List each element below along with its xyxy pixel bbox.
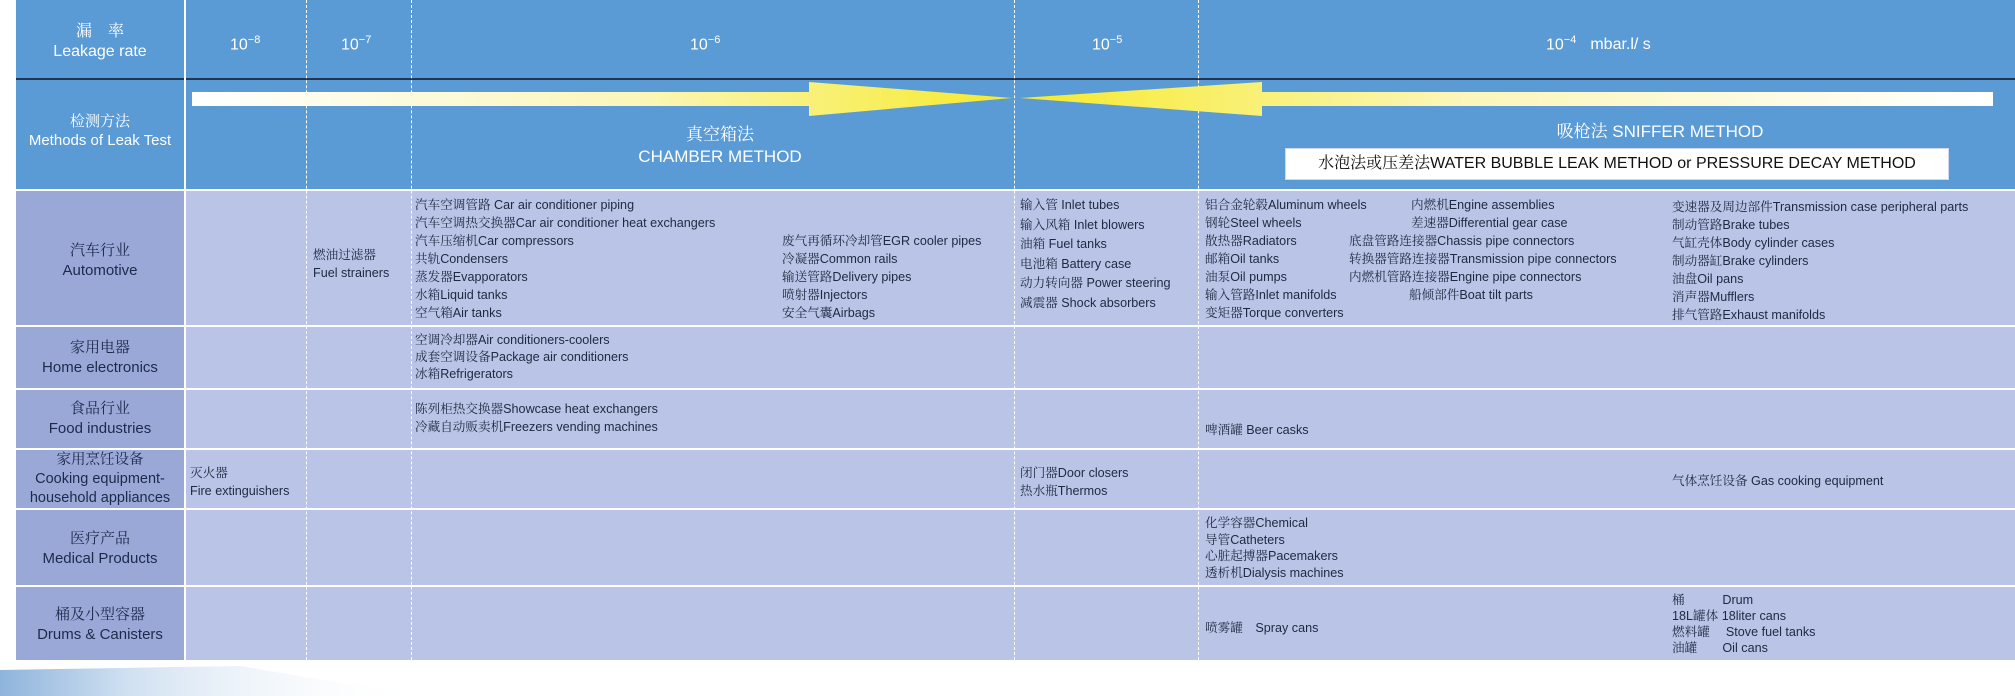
list-item: 气体烹饪设备 Gas cooking equipment [1672, 474, 1884, 488]
list-item: 输入风箱 Inlet blowers [1020, 217, 1145, 232]
list-item: 空气箱Air tanks [415, 306, 502, 320]
list-item: 水箱Liquid tanks [415, 288, 508, 302]
cell-automotive-col2 [313, 246, 389, 282]
cell-food-col3 [415, 400, 658, 436]
rate-base: 10 [230, 36, 248, 54]
list-item: 冷藏自动贩卖机Freezers vending machines [415, 420, 658, 434]
cell-automotive-col3b [782, 232, 981, 322]
cell-cooking-col6 [1672, 472, 1883, 490]
list-item: 油泵Oil pumps [1205, 270, 1287, 284]
cell-medical-col5 [1205, 515, 1344, 581]
chamber-method-cn: 真空箱法 [686, 125, 754, 144]
list-item: 消声器Mufflers [1672, 290, 1755, 304]
list-item: 电池箱 Battery case [1020, 256, 1132, 271]
list-item: 啤酒罐 Beer casks [1205, 423, 1309, 437]
methods-cn: 检测方法 [69, 113, 130, 130]
rate-exponent: −8 [247, 34, 261, 46]
bubble-method-box: 水泡法或压差法WATER BUBBLE LEAK METHOD or PRESSURE DECAY METHOD [1285, 148, 1949, 180]
list-item: 冰箱Refrigerators [415, 367, 513, 381]
cell-automotive-col5b [1411, 196, 1568, 232]
row-separator [16, 388, 2015, 390]
rate-1e-5 [1092, 34, 1122, 54]
list-item: 动力转向器 Power steering [1020, 276, 1171, 290]
list-item: 钢轮Steel wheels [1205, 216, 1302, 230]
list-item: 废气再循环冷却管EGR cooler pipes [782, 234, 982, 248]
row-separator [16, 325, 2015, 327]
list-item: 排气管路Exhaust manifolds [1672, 308, 1826, 322]
row-separator [16, 448, 2015, 450]
rate-base: 10 [690, 36, 708, 54]
list-item: 内燃机管路连接器Engine pipe connectors [1349, 270, 1582, 284]
list-item: 邮箱Oil tanks [1205, 252, 1280, 266]
row-label-automotive [16, 241, 184, 281]
cell-drums-col6 [1672, 592, 1815, 656]
leakage-rate-cn: 漏 率 [75, 23, 124, 40]
row-label-home-electronics [16, 338, 184, 378]
list-item: Fire extinguishers [190, 484, 290, 498]
chamber-method-title [540, 124, 900, 168]
cell-cooking-col4 [1020, 464, 1128, 500]
list-item: 热水瓶Thermos [1020, 484, 1108, 498]
list-item: 透析机Dialysis machines [1205, 565, 1344, 580]
row-label-en: Cooking equipment- [35, 471, 165, 487]
list-item: 桶 Drum [1672, 593, 1754, 607]
list-item: 差速器Differential gear case [1411, 216, 1568, 230]
row-separator [16, 508, 2015, 510]
list-item: 油箱 Fuel tanks [1020, 237, 1107, 251]
list-item: 喷射器Injectors [782, 288, 868, 302]
cell-automotive-col5c [1349, 232, 1617, 286]
row-label-drums [16, 605, 184, 645]
list-item: 心脏起搏器Pacemakers [1205, 549, 1338, 563]
list-item: 制动管路Brake tubes [1672, 218, 1790, 232]
list-item: 共轨Condensers [415, 252, 509, 266]
list-item: 喷雾罐 Spray cans [1205, 621, 1319, 635]
methods-heading [16, 112, 184, 150]
list-item: 汽车压缩机Car compressors [415, 234, 574, 248]
row-label-cn: 汽车行业 [69, 242, 130, 259]
rate-base: 10 [341, 36, 359, 54]
list-item: 冷凝器Common rails [782, 252, 898, 266]
decorative-swoosh [0, 660, 2015, 696]
list-item: 气缸壳体Body cylinder cases [1672, 236, 1835, 250]
rate-base: 10 [1546, 36, 1564, 54]
list-item: 变矩器Torque converters [1205, 306, 1344, 320]
leakage-rate-en: Leakage rate [53, 43, 147, 60]
row-label-en: Medical Products [42, 550, 158, 567]
list-item: 铝合金轮毂Aluminum wheels [1205, 198, 1367, 212]
leakage-rate-heading [16, 22, 184, 62]
list-item: 油盘Oil pans [1672, 272, 1744, 286]
list-item: 安全气囊Airbags [782, 306, 876, 320]
list-item: 输入管路Inlet manifolds [1205, 288, 1337, 302]
list-item: 输入管 Inlet tubes [1020, 198, 1120, 212]
row-separator [16, 585, 2015, 587]
list-item: 制动器缸Brake cylinders [1672, 254, 1809, 268]
list-item: 灭火器 [190, 466, 228, 480]
sniffer-method-title: 吸枪法 SNIFFER METHOD [1556, 122, 1764, 141]
row-label-medical [16, 529, 184, 569]
row-label-en: Automotive [62, 262, 138, 279]
row-label-cooking [16, 451, 184, 508]
list-item: 蒸发器Evapporators [415, 270, 528, 284]
rate-exponent: −5 [1109, 34, 1123, 46]
list-item: 船倾部件Boat tilt parts [1409, 288, 1533, 302]
list-item: 空调冷却器Air conditioners-coolers [415, 333, 610, 347]
list-item: 成套空调设备Package air conditioners [415, 350, 629, 364]
row-separator [16, 189, 2015, 191]
cell-automotive-col5a [1205, 196, 1367, 322]
rate-1e-4 [1546, 34, 1651, 54]
row-label-en: Drums & Canisters [37, 626, 163, 643]
list-item: 燃油过滤器 [313, 248, 376, 262]
methods-en: Methods of Leak Test [28, 132, 172, 149]
row-label-food [16, 399, 184, 439]
chamber-arrow [192, 82, 1012, 116]
row-label-cn: 家用烹饪设备 [56, 452, 144, 468]
cell-automotive-col3a [415, 196, 715, 322]
rate-base: 10 [1092, 36, 1110, 54]
list-item: 油罐 Oil cans [1672, 641, 1768, 655]
cell-automotive-col5d [1409, 286, 1533, 304]
rate-exponent: −6 [707, 34, 721, 46]
rate-1e-7 [341, 34, 371, 54]
cell-cooking-col1 [190, 464, 289, 500]
row-label-en: Food industries [48, 420, 152, 437]
rate-1e-8 [230, 34, 260, 54]
list-item: 化学容器Chemical [1205, 516, 1308, 530]
cell-automotive-col4 [1020, 196, 1170, 313]
cell-drums-col5 [1205, 619, 1318, 637]
row-label-en: Home electronics [42, 359, 158, 376]
sniffer-arrow [1020, 82, 1993, 116]
rate-unit: mbar.l/ s [1590, 36, 1651, 54]
row-label-en: household appliances [29, 490, 171, 506]
cell-automotive-col6 [1672, 198, 1968, 324]
row-label-cn: 桶及小型容器 [54, 606, 145, 623]
cell-food-col5 [1205, 421, 1309, 439]
list-item: 燃料罐 Stove fuel tanks [1672, 625, 1816, 639]
list-item: 内燃机Engine assemblies [1411, 198, 1555, 212]
list-item: 陈列柜热交换器Showcase heat exchangers [415, 402, 658, 416]
list-item: 汽车空调热交换器Car air conditioner heat exchangers [415, 216, 716, 230]
chamber-method-en: CHAMBER METHOD [638, 147, 802, 166]
list-item: 散热器Radiators [1205, 234, 1297, 248]
list-item: 闭门器Door closers [1020, 466, 1129, 480]
list-item: 输送管路Delivery pipes [782, 270, 912, 284]
row-label-cn: 食品行业 [69, 400, 130, 417]
row-label-cn: 医疗产品 [69, 530, 130, 547]
list-item: 变速器及周边部件Transmission case peripheral parts [1672, 200, 1969, 214]
row-label-cn: 家用电器 [69, 339, 130, 356]
list-item: Fuel strainers [313, 266, 390, 280]
list-item: 底盘管路连接器Chassis pipe connectors [1349, 234, 1575, 248]
list-item: 转换器管路连接器Transmission pipe connectors [1349, 252, 1617, 266]
cell-home-col3 [415, 332, 628, 383]
rate-exponent: −7 [358, 34, 372, 46]
list-item: 18L罐体 18liter cans [1672, 609, 1787, 623]
list-item: 汽车空调管路 Car air conditioner piping [415, 198, 635, 212]
list-item: 导管Catheters [1205, 532, 1285, 547]
rate-exponent: −4 [1563, 34, 1577, 46]
list-item: 减震器 Shock absorbers [1020, 295, 1156, 310]
rate-1e-6 [690, 34, 720, 54]
